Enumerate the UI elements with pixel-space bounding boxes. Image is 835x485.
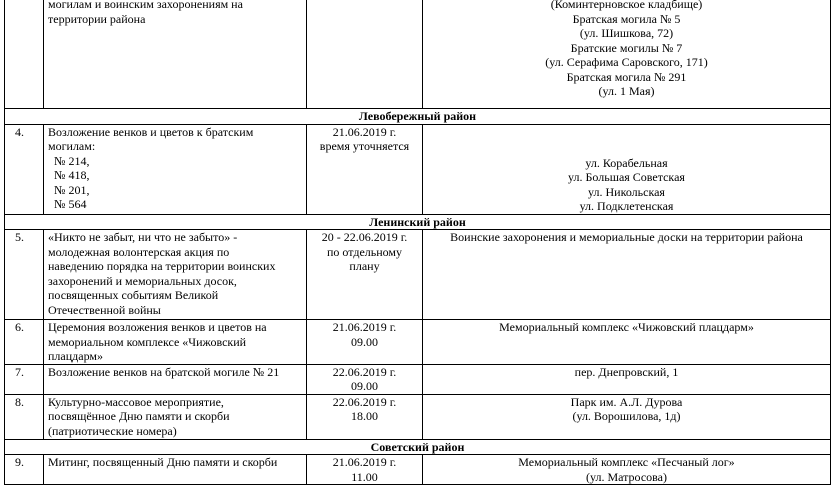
date-line: 09.00 [351,334,378,349]
district-title: Советский район [5,439,831,455]
date-line: 21.06.2019 г. [332,455,397,469]
event-line: Культурно-массовое мероприятие, [48,394,224,409]
date-line: 22.06.2019 г. [332,364,397,379]
table-row [5,230,831,320]
place-line: Братская могила № 5 [572,11,681,26]
place-line: Мемориальный комплекс «Песчаный лог» [518,455,735,469]
num-cell [5,0,44,109]
event-line: могилам: [48,139,96,153]
place-line: (ул. Матросова) [586,469,667,484]
event-line: Возложение венков на братской могиле № 21 [48,364,280,379]
row-number: 9. [5,455,44,485]
place-cell [423,230,831,320]
event-cell [44,0,307,109]
date-cell [307,364,423,394]
event-line: посвященных событиям Великой [48,288,219,302]
date-cell [307,230,423,320]
date-line: 21.06.2019 г. [332,320,397,334]
place-line: (Коминтерновское кладбище) [550,0,703,11]
date-line: 11.00 [351,469,378,484]
date-line: 09.00 [351,379,378,393]
date-line: 18.00 [351,409,378,423]
district-row [5,109,831,125]
events-table [4,0,831,485]
table-row [5,364,831,394]
event-line: мемориальном комплексе «Чижовский [48,334,247,349]
date-line: по отдельному [326,244,403,259]
place-line: ул. Большая Советская [568,170,685,184]
event-line: плацдарм» [48,349,104,363]
place-line: пер. Днепровский, 1 [574,364,679,379]
row-number: 8. [5,394,44,439]
row-number: 7. [5,364,44,394]
place-cell [423,394,831,439]
date-cell [307,320,423,365]
event-cell [44,124,307,214]
place-line: (ул. Серафима Саровского, 171) [545,55,708,69]
event-cell [44,230,307,320]
event-line: молодежная волонтерская акция по [48,244,230,259]
date-line: 20 - 22.06.2019 г. [321,230,408,244]
district-title: Ленинский район [5,214,831,230]
event-line: № 214, [54,153,90,168]
place-line: Парк им. А.Л. Дурова [570,394,683,409]
event-line: территории района [48,11,146,26]
date-cell [307,394,423,439]
place-line: ул. Никольская [588,184,665,199]
event-cell [44,320,307,365]
event-line: Отечественной войны [48,302,161,317]
event-line: Митинг, посвященный Дню памяти и скорби [48,455,278,469]
event-line: могилам и воинским захоронениям на [48,0,243,11]
district-title: Левобережный район [5,109,831,125]
date-line: плану [349,259,380,273]
event-line: Церемония возложения венков и цветов на [48,320,267,334]
date-cell [307,124,423,214]
place-cell [423,124,831,214]
place-cell [423,364,831,394]
row-number: 4. [5,124,44,214]
place-line: Мемориальный комплекс «Чижовский плацдарм» [499,320,754,334]
table-row [5,394,831,439]
district-row [5,439,831,455]
date-line: 22.06.2019 г. [332,394,397,409]
row-number: 5. [5,230,44,320]
place-cell [423,455,831,485]
place-line: Воинские захоронения и мемориальные доски на территории района [450,230,803,244]
date-line: время уточняется [319,139,410,153]
event-line: захоронений и мемориальных досок, [48,273,237,288]
event-line: № 201, [54,182,90,197]
table-row [5,320,831,365]
event-cell [44,455,307,485]
table-row [5,124,831,214]
event-line: № 418, [54,168,90,182]
place-line: ул. Корабельная [585,155,668,170]
place-line: ул. Подклетенская [579,199,674,213]
event-line: № 564 [54,197,87,211]
place-line: Братские могилы № 7 [570,40,683,55]
district-row [5,214,831,230]
event-line: Возложение венков и цветов к братским [48,124,254,139]
place-line: Братская могила № 291 [566,69,687,84]
date-cell [307,455,423,485]
date-line: 21.06.2019 г. [332,124,397,139]
event-line: «Никто не забыт, ни что не забыто» - [48,230,238,244]
event-cell [44,364,307,394]
date-cell [307,0,423,109]
event-line: посвящённое Дню памяти и скорби [48,409,230,423]
place-line: (ул. Шишкова, 72) [579,26,674,40]
table-row [5,455,831,485]
place-line: (ул. 1 Мая) [598,84,655,98]
place-cell [423,0,831,109]
event-line: (патриотические номера) [48,423,177,438]
place-line: (ул. Ворошилова, 1д) [572,409,681,423]
place-cell [423,320,831,365]
table-row [5,0,831,109]
event-cell [44,394,307,439]
event-line: наведению порядка на территории воинских [48,259,276,273]
row-number: 6. [5,320,44,365]
